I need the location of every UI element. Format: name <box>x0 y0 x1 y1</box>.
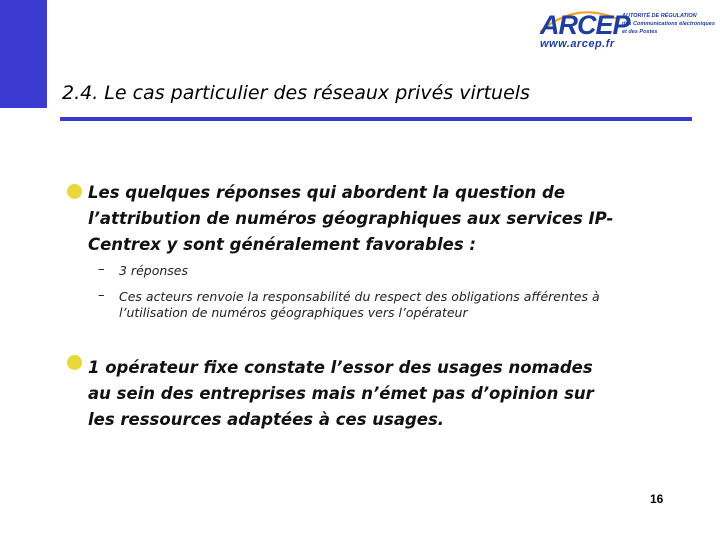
side-accent-bar <box>0 0 47 108</box>
bullet-item <box>88 180 613 258</box>
logo-authority-line: des Communications électroniques <box>622 21 715 27</box>
logo-authority-line: AUTORITÉ DE RÉGULATION <box>622 13 697 19</box>
sub-bullet-item <box>119 289 600 321</box>
arcep-logo <box>536 6 714 54</box>
bullet-line: au sein des entreprises mais n’émet pas d’opinion sur <box>88 384 594 403</box>
title-underline <box>60 117 692 121</box>
bullet-dot-icon <box>67 184 82 199</box>
bullet-line: l’attribution de numéros géographiques aux services IP- <box>88 209 614 228</box>
bullet-item <box>88 355 594 433</box>
sub-bullet-line: 3 réponses <box>119 263 188 278</box>
logo-name: ARCEP <box>540 10 630 40</box>
sub-bullet-dash: – <box>98 288 105 303</box>
logo-site: www.arcep.fr <box>540 38 615 50</box>
bullet-line: Les quelques réponses qui abordent la question de <box>88 183 566 202</box>
bullet-line: Centrex y sont généralement favorables : <box>88 235 476 254</box>
bullet-line: les ressources adaptées à ces usages. <box>88 410 445 429</box>
slide-title: 2.4. Le cas particulier des réseaux privés virtuels <box>62 82 530 104</box>
page-number: 16 <box>650 492 664 506</box>
logo-authority-line: et des Postes <box>622 29 658 35</box>
logo-authority <box>622 12 714 36</box>
bullet-line: 1 opérateur fixe constate l’essor des usages nomades <box>88 358 593 377</box>
sub-bullet-item <box>119 263 188 279</box>
sub-bullet-line: l’utilisation de numéros géographiques vers l’opérateur <box>119 305 468 320</box>
sub-bullet-line: Ces acteurs renvoie la responsabilité du respect des obligations afférentes à <box>119 289 600 304</box>
bullet-dot-icon <box>67 355 82 370</box>
sub-bullet-dash: – <box>98 262 105 277</box>
